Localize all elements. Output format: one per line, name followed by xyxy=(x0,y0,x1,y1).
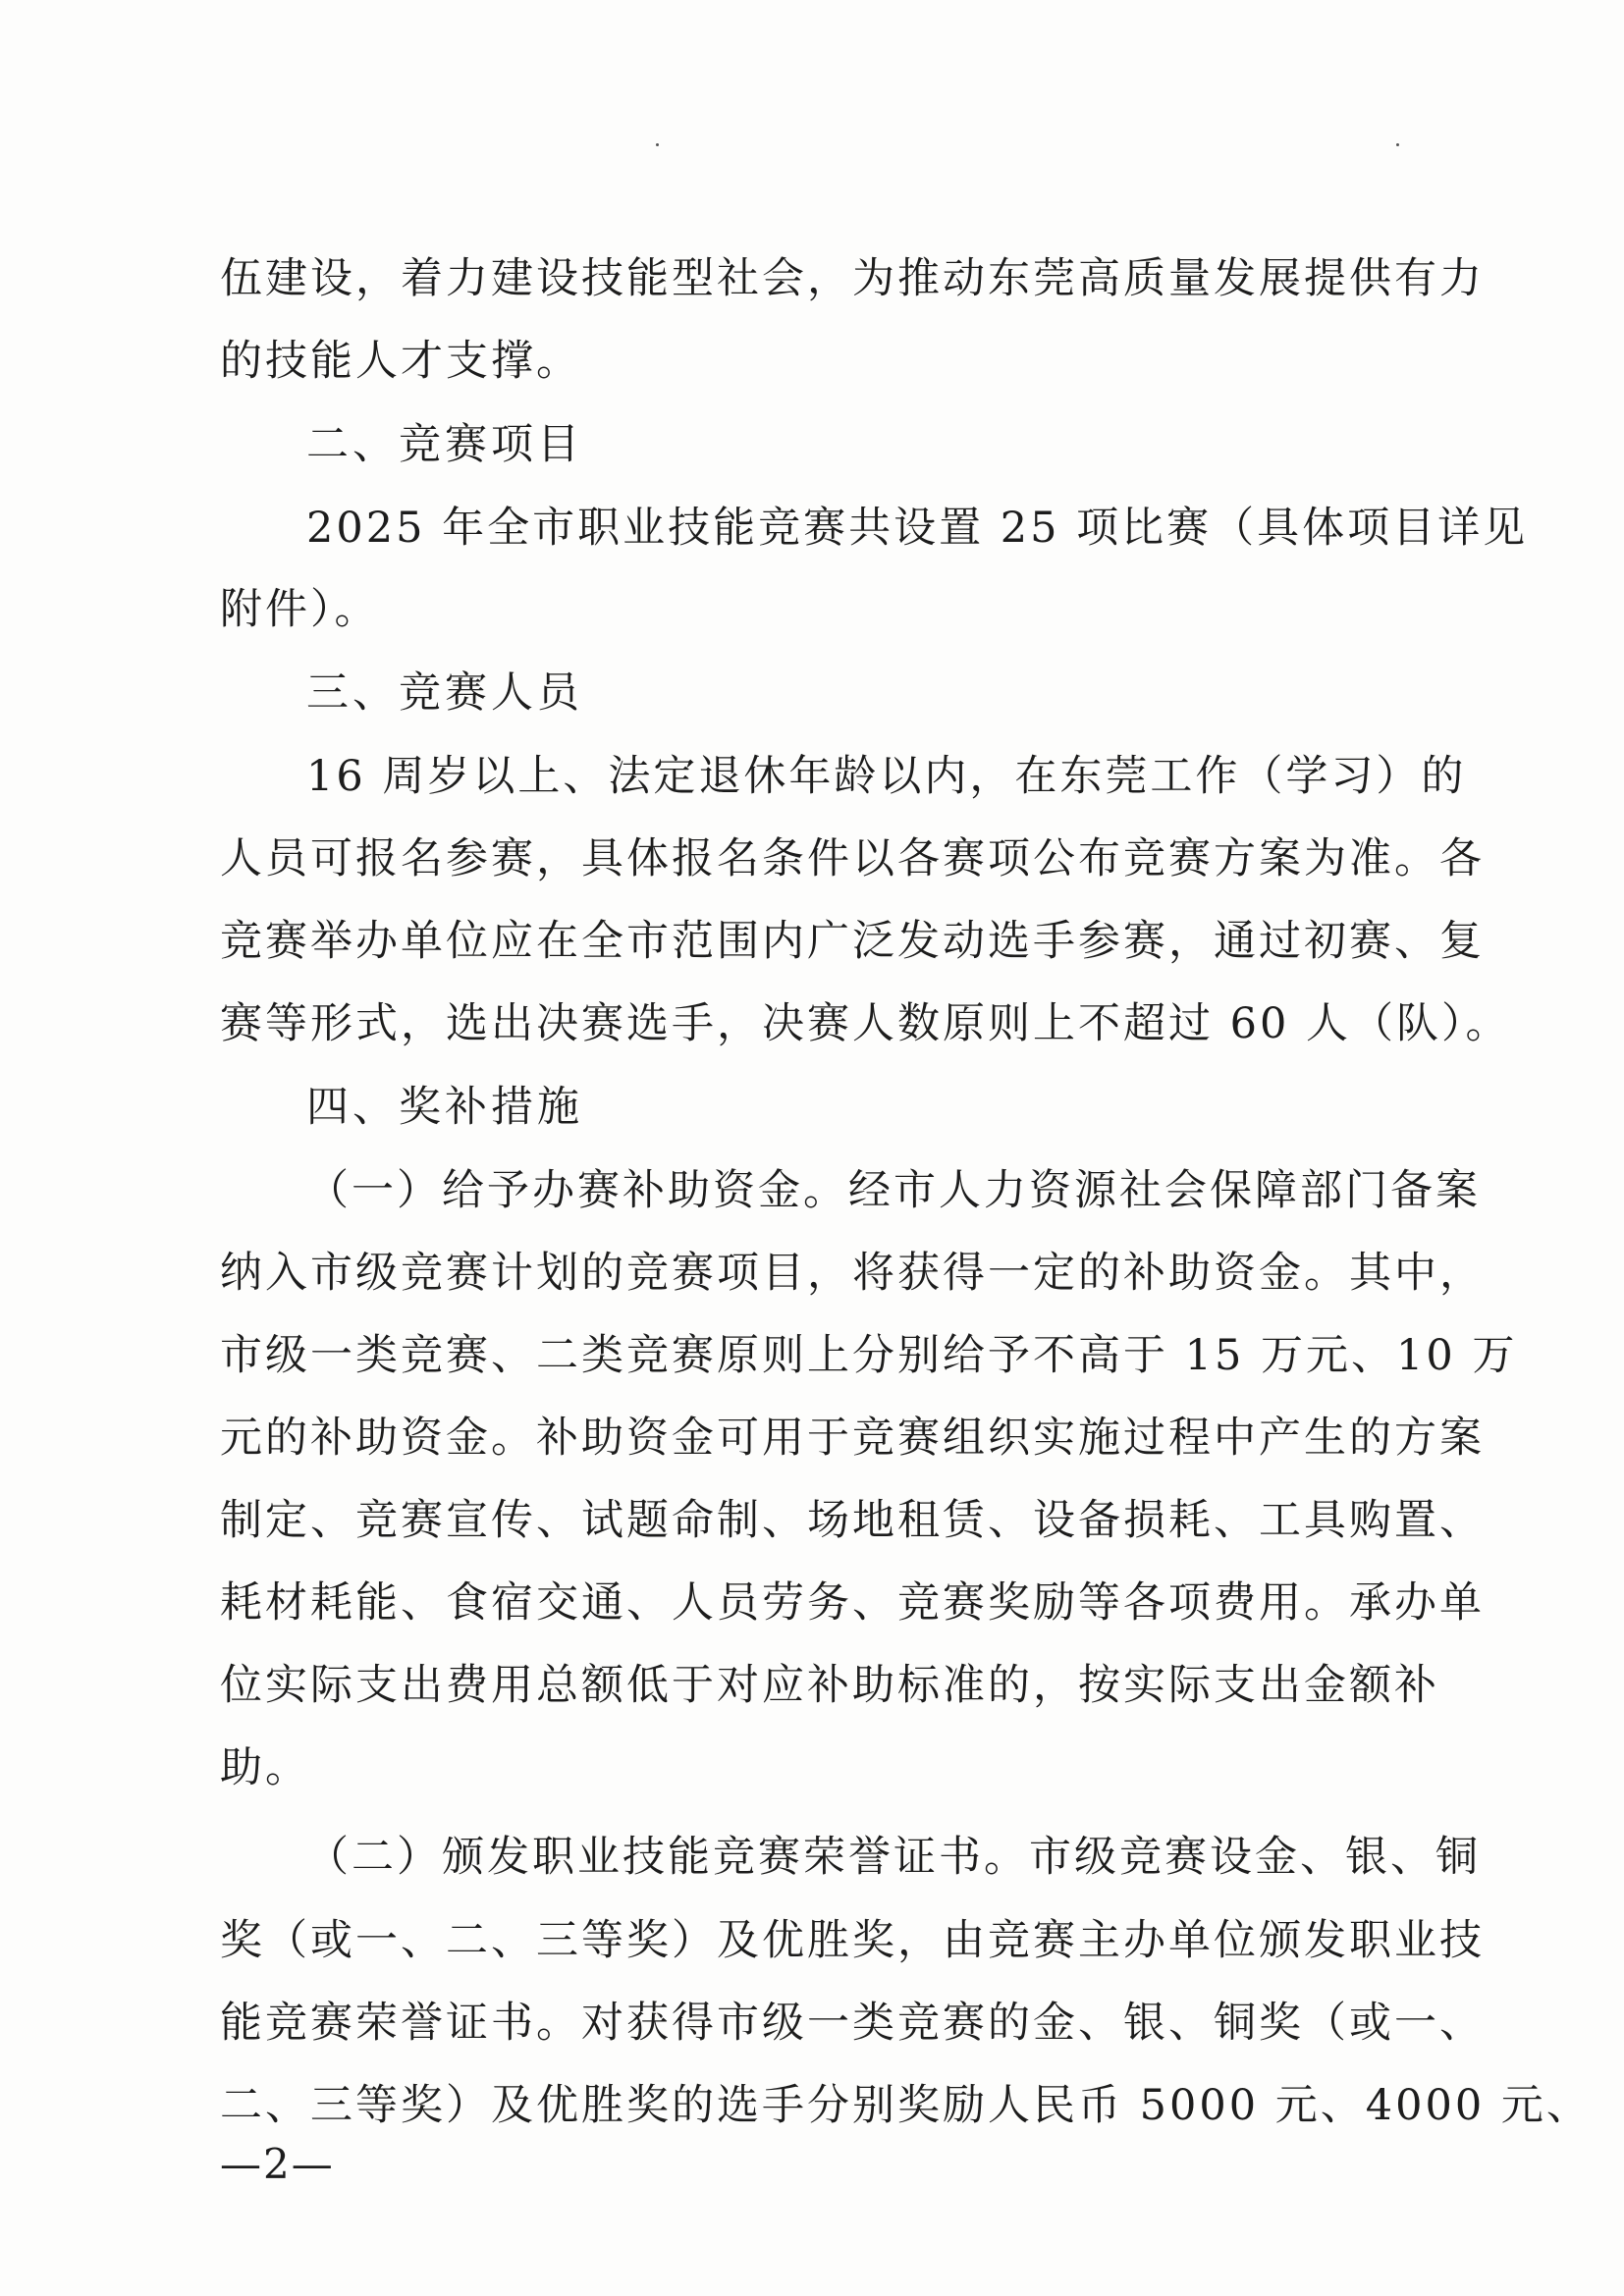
body-text-line: 附件）。 xyxy=(220,585,380,634)
body-text-line: 奖（或一、二、三等奖）及优胜奖，由竞赛主办单位颁发职业技 xyxy=(220,1916,1485,1965)
section-heading: 二、竞赛项目 xyxy=(306,420,583,469)
body-text-line: 纳入市级竞赛计划的竞赛项目，将获得一定的补助资金。其中， xyxy=(220,1249,1485,1298)
body-text-line: 耗材耗能、食宿交通、人员劳务、竞赛奖励等各项费用。承办单 xyxy=(220,1578,1485,1628)
body-text-line: 赛等形式，选出决赛选手，决赛人数原则上不超过 60 人（队）。 xyxy=(220,999,1511,1048)
body-text-line: 竞赛举办单位应在全市范围内广泛发动选手参赛，通过初赛、复 xyxy=(220,917,1485,966)
section-heading: 四、奖补措施 xyxy=(306,1083,583,1132)
body-text-line: （一）给予办赛补助资金。经市人力资源社会保障部门备案 xyxy=(306,1166,1481,1215)
body-text-line: 人员可报名参赛，具体报名条件以各赛项公布竞赛方案为准。各 xyxy=(220,834,1485,883)
body-text-line: 元的补助资金。补助资金可用于竞赛组织实施过程中产生的方案 xyxy=(220,1414,1485,1463)
body-text-line: 16 周岁以上、法定退休年龄以内，在东莞工作（学习）的 xyxy=(306,752,1467,801)
body-text-line: （二）颁发职业技能竞赛荣誉证书。市级竞赛设金、银、铜 xyxy=(306,1833,1481,1882)
body-text-line: 制定、竞赛宣传、试题命制、场地租赁、设备损耗、工具购置、 xyxy=(220,1496,1485,1545)
section-heading: 三、竞赛人员 xyxy=(306,668,583,718)
body-text-line: 助。 xyxy=(220,1743,310,1792)
body-text-line: 二、三等奖）及优胜奖的选手分别奖励人民币 5000 元、4000 元、 xyxy=(220,2081,1592,2130)
body-text-line: 2025 年全市职业技能竞赛共设置 25 项比赛（具体项目详见 xyxy=(306,504,1529,553)
page-number: —2— xyxy=(220,2140,335,2188)
body-text-line: 位实际支出费用总额低于对应补助标准的，按实际支出金额补 xyxy=(220,1661,1439,1710)
body-text-line: 的技能人才支撑。 xyxy=(220,337,581,386)
scan-speck xyxy=(1396,143,1399,146)
scan-speck xyxy=(656,143,659,146)
body-text-line: 能竞赛荣誉证书。对获得市级一类竞赛的金、银、铜奖（或一、 xyxy=(220,1999,1485,2048)
body-text-line: 市级一类竞赛、二类竞赛原则上分别给予不高于 15 万元、10 万 xyxy=(220,1331,1518,1380)
body-text-line: 伍建设，着力建设技能型社会，为推动东莞高质量发展提供有力 xyxy=(220,254,1485,303)
